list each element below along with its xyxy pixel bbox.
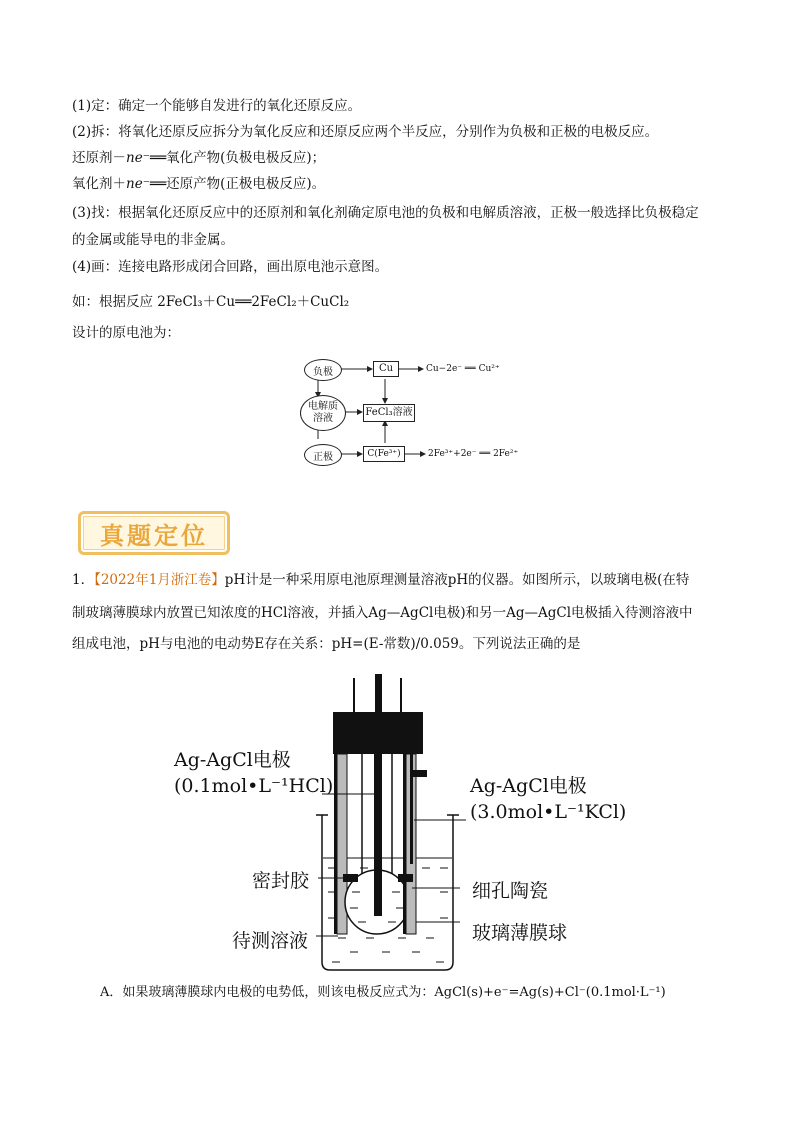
flow-cu-equation: Cu−2e⁻ ══ Cu²⁺ <box>426 364 500 374</box>
step-1: (1)定：确定一个能够自发进行的氧化还原反应。 <box>72 98 362 114</box>
step-oxidant-n: ne <box>126 176 143 192</box>
step-oxidant <box>72 174 325 194</box>
question-line-3: 组成电池，pH与电池的电动势E存在关系：pH=(E-常数)/0.059。下列说法正确的是 <box>72 636 581 652</box>
flow-electrolyte-node <box>300 395 346 431</box>
label-seal: 密封胶 <box>252 870 310 892</box>
flow-fecl3-box: FeCl₃溶液 <box>363 404 415 422</box>
label-left-electrode-2: (0.1mol•L⁻¹HCl) <box>174 775 334 797</box>
label-left-electrode-1: Ag-AgCl电极 <box>174 749 291 771</box>
question-number: 1． <box>72 572 95 588</box>
question-line-2: 制玻璃薄膜球内放置已知浓度的HCl溶液，并插入Ag—AgCl电极)和另一Ag—AgCl电极插入待测溶液中 <box>72 605 693 621</box>
label-ceramic: 细孔陶瓷 <box>472 880 549 902</box>
label-right-electrode-1: Ag-AgCl电极 <box>470 775 587 797</box>
step-oxidant-a: 氧化剂＋ <box>72 176 126 192</box>
step-reducer-a: 还原剂－ <box>72 150 126 166</box>
section-banner: 真题定位 <box>78 511 230 555</box>
example-reaction: 如：根据反应 2FeCl₃＋Cu══2FeCl₂＋CuCl₂ <box>72 294 350 310</box>
step-2: (2)拆：将氧化还原反应拆分为氧化反应和还原反应两个半反应，分别作为负极和正极的电极反应。 <box>72 124 659 140</box>
label-bulb: 玻璃薄膜球 <box>472 922 568 944</box>
flow-electrolyte-2: 溶液 <box>313 413 333 424</box>
step-reducer-c: ⁻══氧化产物(负极电极反应)； <box>142 150 326 166</box>
design-label: 设计的原电池为： <box>72 325 180 341</box>
question-source: 【2022年1月浙江卷】 <box>94 572 225 588</box>
step-reducer-n: ne <box>126 150 143 166</box>
label-solution: 待测溶液 <box>232 930 309 952</box>
flow-c-box: C(Fe³⁺) <box>363 446 405 462</box>
flow-negative-node: 负极 <box>304 359 342 381</box>
flow-electrolyte-1: 电解质 <box>308 401 338 412</box>
step-3b: 的金属或能导电的非金属。 <box>72 232 234 248</box>
flow-fe-equation: 2Fe³⁺+2e⁻ ══ 2Fe²⁺ <box>428 449 519 459</box>
question-line-1 <box>72 570 689 590</box>
step-oxidant-c: ⁻══还原产物(正极电极反应)。 <box>142 176 326 192</box>
step-3a: (3)找：根据氧化还原反应中的还原剂和氧化剂确定原电池的负极和电解质溶液，正极一般选择比负极稳定 <box>72 205 699 221</box>
flow-cu-box: Cu <box>373 361 399 377</box>
option-a: A．如果玻璃薄膜球内电极的电势低，则该电极反应式为：AgCl(s)+e⁻=Ag(s)+Cl⁻(0.1mol·L⁻¹) <box>100 985 666 1000</box>
label-right-electrode-2: (3.0mol•L⁻¹KCl) <box>470 801 627 823</box>
question-text-1: pH计是一种采用原电池原理测量溶液pH的仪器。如图所示，以玻璃电极(在特 <box>224 572 690 588</box>
flow-positive-node: 正极 <box>304 444 342 466</box>
step-reducer <box>72 148 325 168</box>
step-4: (4)画：连接电路形成闭合回路，画出原电池示意图。 <box>72 259 389 275</box>
